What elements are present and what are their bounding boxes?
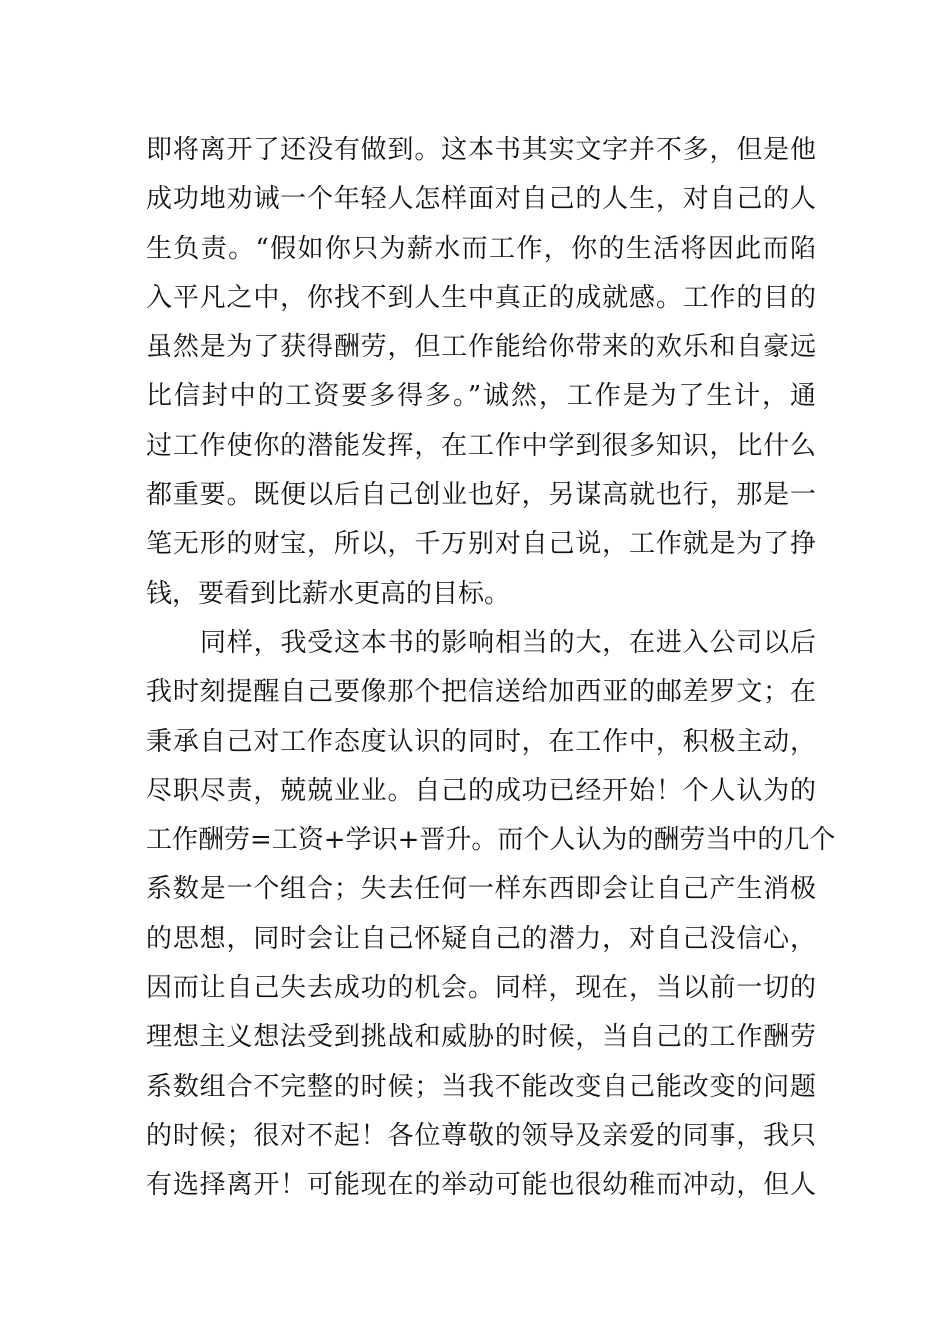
text-line: 都重要。既便以后自己创业也好，另谋高就也行，那是一 [146, 480, 816, 511]
text-line: 因而让自己失去成功的机会。同样，现在，当以前一切的 [146, 973, 816, 1004]
text-line: 即将离开了还没有做到。这本书其实文字并不多，但是他 [146, 135, 816, 165]
text-line: 秉承自己对工作态度认识的同时，在工作中，积极主动， [146, 726, 816, 757]
text-line: 的思想，同时会让自己怀疑自己的潜力，对自己没信心， [146, 923, 816, 954]
text-line: 钱，要看到比薪水更高的目标。 [146, 578, 511, 609]
text-line: 生负责。“假如你只为薪水而工作，你的生活将因此而陷 [146, 233, 816, 264]
text-line: 同样，我受这本书的影响相当的大，在进入公司以后 [200, 627, 816, 658]
text-line: 尽职尽责，兢兢业业。自己的成功已经开始！个人认为的 [146, 775, 816, 806]
text-line: 的时候；很对不起！各位尊敬的领导及亲爱的同事，我只 [146, 1120, 816, 1151]
text-line: 系数是一个组合；失去任何一样东西即会让自己产生消极 [146, 874, 816, 905]
text-line: 笔无形的财宝，所以，千万别对自己说，工作就是为了挣 [146, 529, 816, 560]
text-line: 成功地劝诫一个年轻人怎样面对自己的人生，对自己的人 [146, 184, 816, 215]
text-line: 入平凡之中，你找不到人生中真正的成就感。工作的目的 [146, 282, 816, 313]
text-line: 有选择离开！可能现在的举动可能也很幼稚而冲动，但人 [146, 1170, 816, 1201]
text-line: 虽然是为了获得酬劳，但工作能给你带来的欢乐和自豪远 [146, 332, 816, 363]
text-line: 过工作使你的潜能发挥，在工作中学到很多知识，比什么 [146, 430, 816, 461]
text-line: 工作酬劳=工资+学识+晋升。而个人认为的酬劳当中的几个 [146, 825, 836, 856]
text-line: 我时刻提醒自己要像那个把信送给加西亚的邮差罗文；在 [146, 677, 816, 708]
text-line: 理想主义想法受到挑战和威胁的时候，当自己的工作酬劳 [146, 1022, 816, 1053]
body-text [146, 126, 836, 1211]
text-line: 比信封中的工资要多得多。”诚然，工作是为了生计，通 [146, 381, 816, 412]
paragraph-2 [146, 619, 836, 1211]
text-line: 系数组合不完整的时候；当我不能改变自己能改变的问题 [146, 1071, 816, 1102]
paragraph-1 [146, 126, 816, 619]
